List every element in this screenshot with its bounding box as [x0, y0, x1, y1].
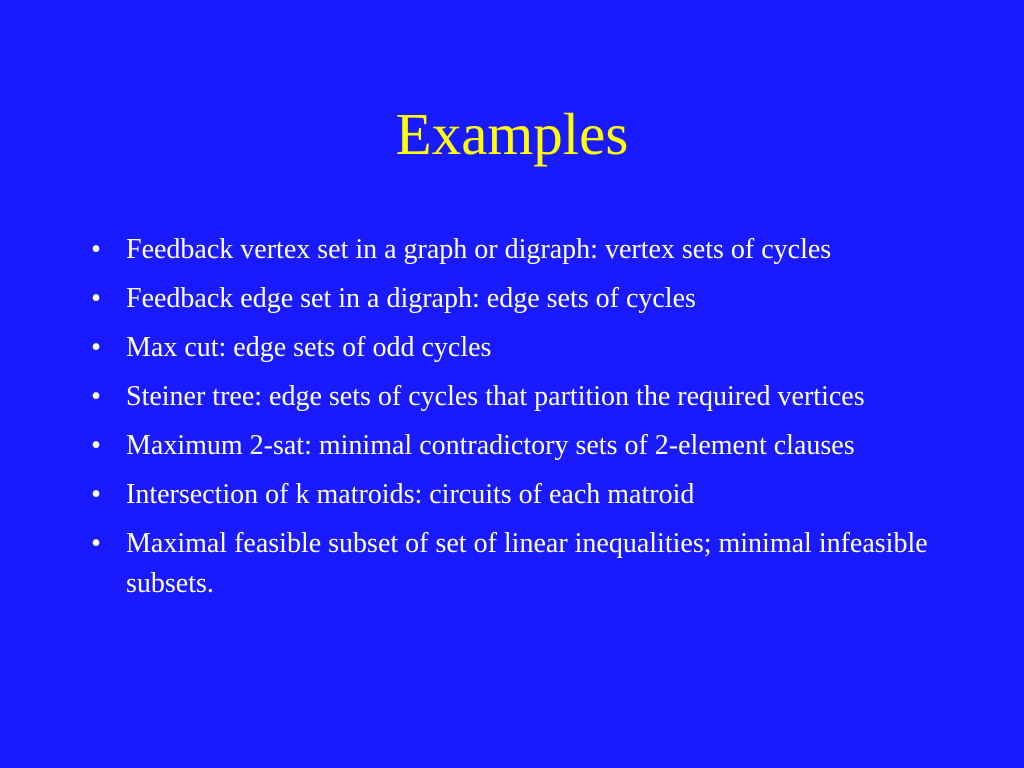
bullet-text: Intersection of k matroids: circuits of each matroid	[126, 479, 695, 510]
bullet-list	[0, 230, 1024, 613]
bullet-dot-icon: •	[91, 283, 101, 314]
bullet-dot-icon: •	[91, 430, 101, 461]
slide-title: Examples	[395, 101, 629, 167]
bullet-dot-icon: •	[91, 332, 101, 363]
bullet-dot-icon: •	[91, 528, 101, 559]
bullet-item	[0, 524, 1024, 604]
bullet-item	[0, 475, 1024, 515]
bullet-item	[0, 230, 1024, 270]
bullet-text: Feedback vertex set in a graph or digraph: vertex sets of cycles	[126, 234, 832, 265]
bullet-text: Max cut: edge sets of odd cycles	[126, 332, 492, 363]
bullet-item	[0, 426, 1024, 466]
bullet-dot-icon: •	[91, 234, 101, 265]
bullet-text: Maximal feasible subset of set of linear inequalities; minimal infeasible subsets.	[126, 528, 928, 599]
bullet-text: Feedback edge set in a digraph: edge sets of cycles	[126, 283, 696, 314]
bullet-dot-icon: •	[91, 479, 101, 510]
bullet-text: Steiner tree: edge sets of cycles that partition the required vertices	[126, 381, 865, 412]
bullet-dot-icon: •	[91, 381, 101, 412]
bullet-item	[0, 328, 1024, 368]
bullet-text: Maximum 2-sat: minimal contradictory sets of 2-element clauses	[126, 430, 855, 461]
bullet-item	[0, 377, 1024, 417]
bullet-item	[0, 279, 1024, 319]
